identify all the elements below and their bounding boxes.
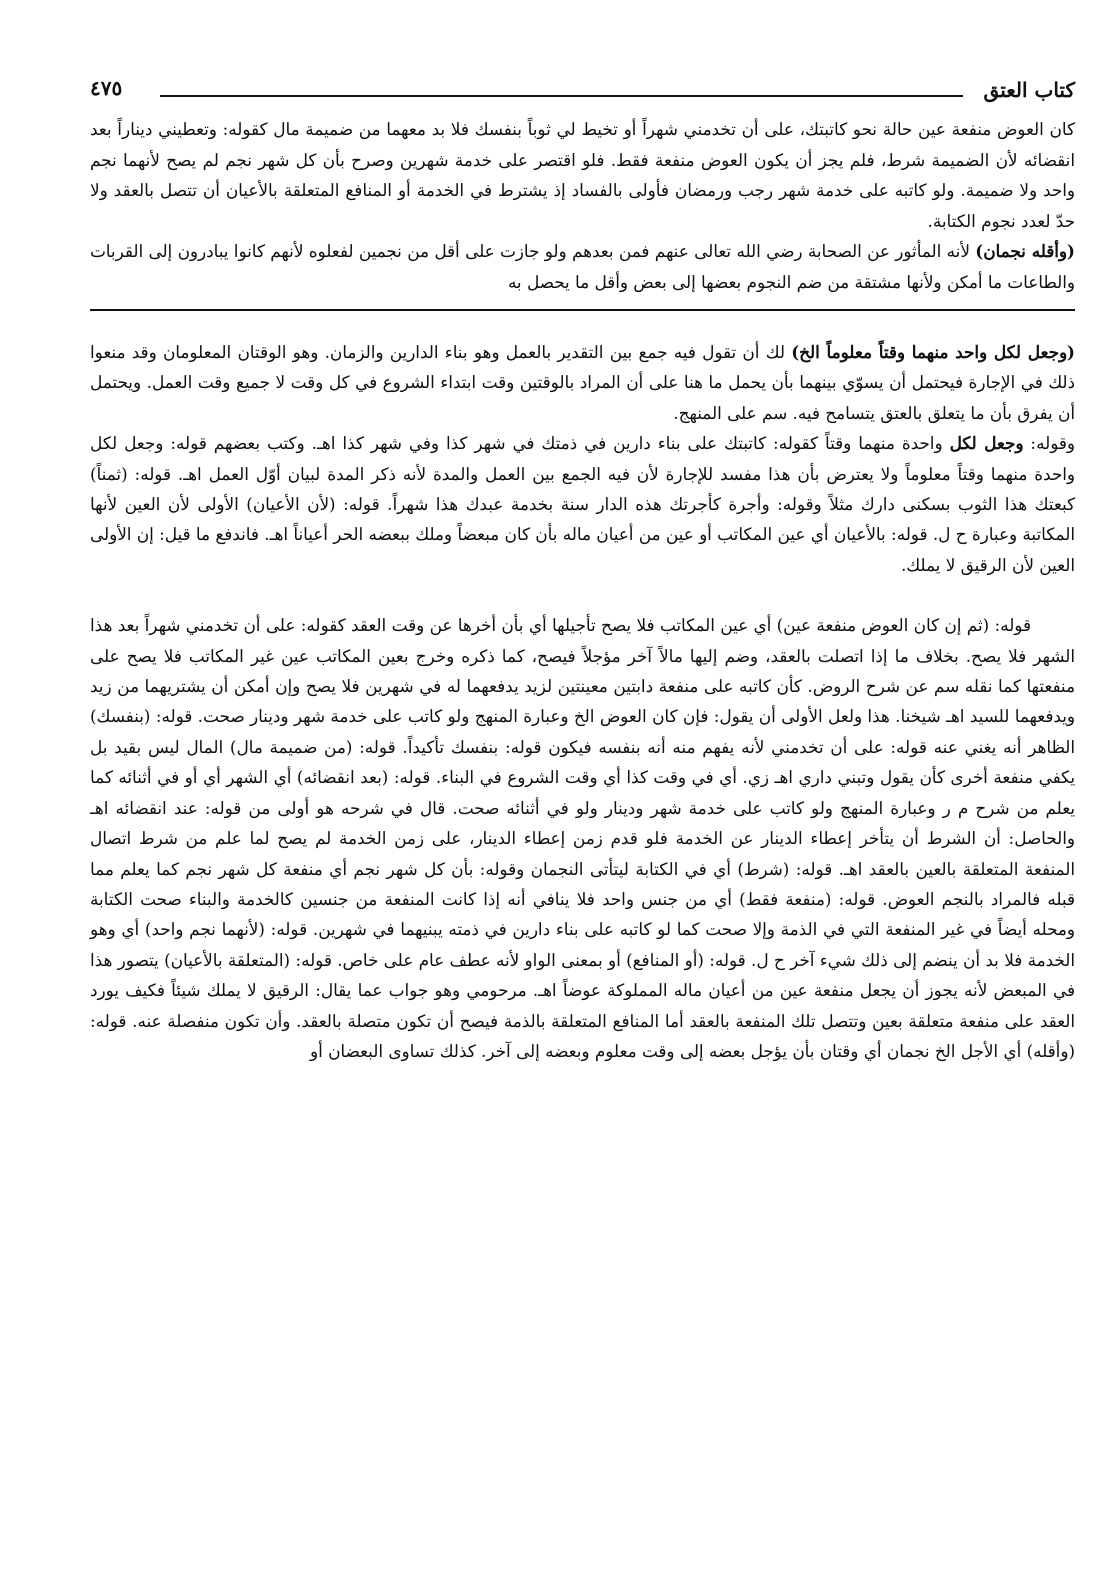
matn-phrase: (وأقله نجمان) bbox=[975, 241, 1075, 261]
matn-phrase: وجعل لكل bbox=[949, 433, 1024, 454]
main-text bbox=[90, 114, 1075, 297]
main-paragraph: كان العوض منفعة عين حالة نحو كاتبتك، على أن تخدمني شهراً أو تخيط لي ثوباً بنفسك فلا بد معهما من ضميمة مال كقوله: وتعطيني ديناراً بعد انقضائه لأن الضميمة شرط، فلم يجز أن يكون العوض منفعة فقط. فلو اقتصر على خدمة شهرين وصرح بأن كل شهر نجم لم يصح لأنهما نجم واحد ولا ضميمة. ولو كاتبه على خدمة شهر رجب ورمضان فأولى بالفساد إذ يشترط في الخدمة أو المنافع المتعلقة بالأعيان أن تتصل بالعقد ولا حدّ لعدد نجوم الكتابة. bbox=[90, 119, 1075, 231]
commentary-paragraph: (وجعل لكل واحد منهما وقتاً معلوماً الخ) لك أن تقول فيه جمع بين التقدير بالعمل وهو بناء الدارين والزمان. وهو الوقتان المعلومان وقد منعوا ذلك في الإجارة فيحتمل أن يسوّي بينهما بأن يحمل ما هنا على أن المراد بالوقتين وقت ابتداء الشروع في كل وقت لا جميع وقت العمل. ويحتمل أن يفرق بأن ما يتعلق بالعتق يتسامح فيه. سم على المنهج. bbox=[90, 342, 1075, 423]
matn-phrase: (وجعل لكل واحد منهما وقتاً معلوماً الخ) bbox=[791, 342, 1075, 362]
commentary-paragraph: قوله: (ثم إن كان العوض منفعة عين) أي عين المكاتب فلا يصح تأجيلها أي بأن أخرها عن وقت العقد كقوله: على أن تخدمني شهراً بعد هذا الشهر فلا يصح. بخلاف ما إذا اتصلت بالعقد، وضم إليها مالاً آخر مؤجلاً فيصح، كما ذكره وخرج بعين المكاتب عين غير المكاتب فلا يصح على منفعتها كما نقله سم عن شرح الروض. كأن كاتبه على منفعة دابتين معينتين لزيد يدفعهما له في شهرين فلا يصح وإن أمكن أن يشتريهما من زيد ويدفعهما للسيد اهـ شيخنا. هذا ولعل الأولى أن يقول: فإن كان العوض الخ وعبارة المنهج ولو كاتب على خدمة شهر ودينار صحت. قوله: (بنفسك) الظاهر أنه يغني عنه قوله: على أن تخدمني لأنه يفهم منه أنه بنفسه فيكون قوله: بنفسك تأكيداً. قوله: (من ضميمة مال) المال ليس بقيد بل يكفي منفعة أخرى كأن يقول وتبني داري اهـ زي. أي في وقت كذا أي وقت الشروع في البناء. قوله: (بعد انقضائه) أي الشهر أي أو في أثنائه كما يعلم من شرح م ر وعبارة المنهج ولو كاتب على خدمة شهر ودينار ولو في أثنائه صحت. قال في شرحه هو أولى من قوله: عند انقضائه اهـ والحاصل: أن الشرط أن يتأخر إعطاء الدينار عن الخدمة فلو قدم زمن إعطاء الدينار، على زمن الخدمة لم يصح لما علم من شرط اتصال المنفعة المتعلقة بالعين بالعقد اهـ. قوله: (شرط) أي في الكتابة ليتأتى النجمان وقوله: بأن كل شهر نجم أي منفعة كل شهر نجم كما يعلم مما قبله فالمراد بالنجم العوض. قوله: (منفعة فقط) أي من جنس واحد فلا ينافي أنه إذا كانت المنفعة من جنسين كالخدمة والبناء صحت الكتابة ومحله أيضاً في غير المنفعة التي في الذمة وإلا صحت كما لو كاتبه على بناء دارين في ذمته يبنيهما في شهرين. قوله: (لأنهما نجم واحد) أي وهو الخدمة فلا بد أن ينضم إلى ذلك شيء آخر ح ل. قوله: (أو المنافع) أو بمعنى الواو لأنه عطف عام على خاص. قوله: (المتعلقة بالأعيان) يتصور هذا في المبعض لأنه يجوز أن يجعل منفعة عين من أعيان ماله المملوكة عوضاً اهـ. مرحومي وهو جواب عما يقال: الرقيق لا يملك شيئاً فكيف يورد العقد على منفعة متعلقة بعين وتتصل تلك المنفعة بالعقد أما المنافع المتعلقة بالذمة فيصح أن تكون متصلة بالعقد. وأن تكون منفصلة عنه. قوله: (وأقله) أي الأجل الخ نجمان أي وقتان بأن يؤجل بعضه إلى وقت معلوم وبعضه إلى آخر. كذلك تساوى البعضان أو bbox=[90, 615, 1075, 1061]
header-rule bbox=[160, 95, 963, 97]
page-number: ٤٧٥ bbox=[90, 76, 123, 100]
commentary bbox=[90, 337, 1075, 1066]
page bbox=[90, 70, 1075, 1560]
commentary-paragraph: وقوله: وجعل لكل واحدة منهما وقتاً كقوله: كاتبتك على بناء دارين في ذمتك في شهر كذا وفي شهر كذا اهـ. وكتب بعضهم قوله: وجعل لكل واحدة منهما وقتاً معلوماً ولا يعترض بأن هذا مفسد للإجارة لأن فيه الجمع بين العمل والمدة لأنه ذكر المدة لبيان أوّل العمل اهـ. قوله: (ثمناً) كبعتك هذا الثوب بسكنى دارك مثلاً وقوله: وأجرة كأجرتك هذه الدار سنة بخدمة عبدك هذا شهراً. قوله: (لأن الأعيان) الأولى لأن العين لأنها المكاتبة وعبارة ح ل. قوله: بالأعيان أي عين المكاتب أو عين من أعيان ماله بأن كان مبعضاً وملك ببعضه الحر أعياناً اهـ. فاندفع ما قيل: إن الأولى العين لأن الرقيق لا يملك. bbox=[90, 433, 1075, 575]
running-title: كتاب العتق bbox=[983, 78, 1075, 102]
footnote-separator bbox=[90, 309, 1075, 311]
main-paragraph: (وأقله نجمان) لأنه المأثور عن الصحابة رضي الله تعالى عنهم فمن بعدهم ولو جازت على أقل من نجمين لفعلوه لأنهم كانوا يبادرون إلى القربات والطاعات ما أمكن ولأنها مشتقة من ضم النجوم بعضها إلى بعض وأقل ما يحصل به bbox=[90, 241, 1075, 292]
page-header bbox=[90, 70, 1075, 112]
paragraph-gap bbox=[90, 580, 1075, 610]
